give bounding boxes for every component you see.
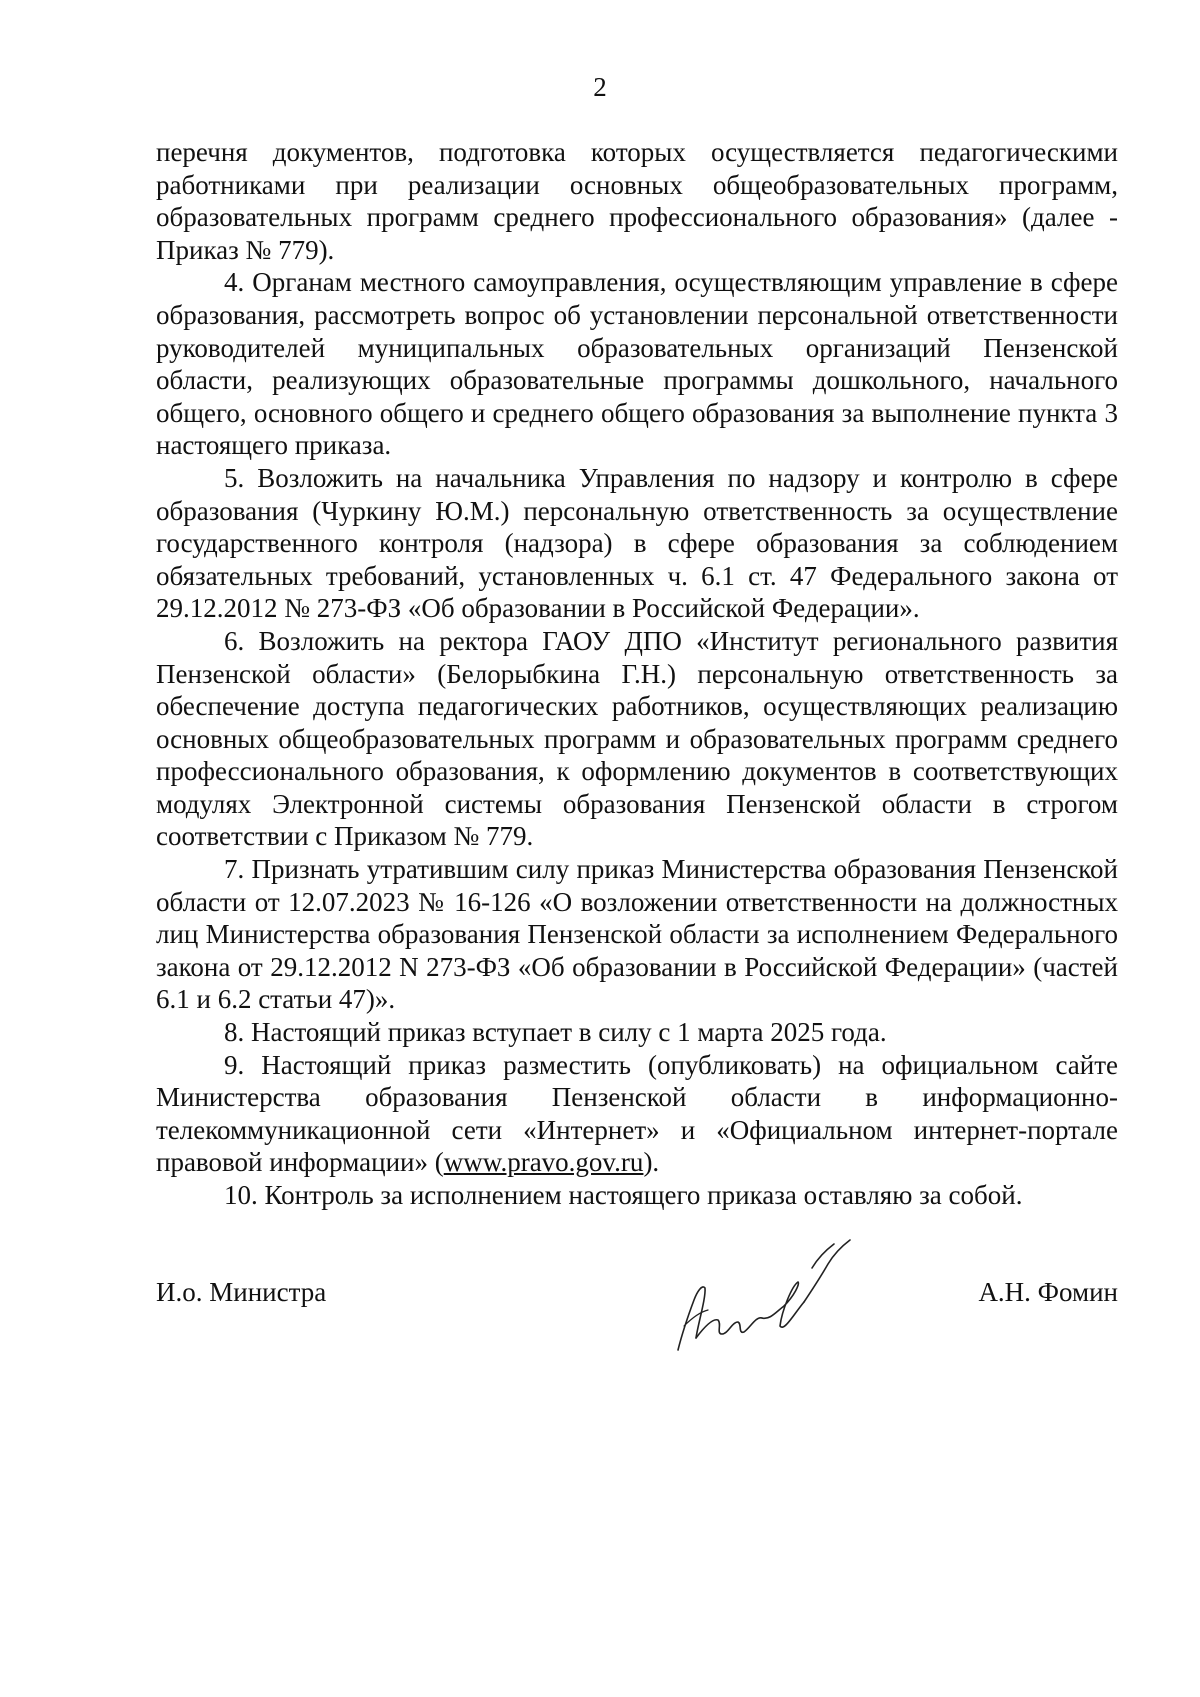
paragraph-7: 7. Признать утратившим силу приказ Министерства образования Пензенской области от 12.07.2023 № 16-126 «О возложении ответственности на должностных лиц Министерства образования Пензенской области за исполнением Федерального закона от 29.12.2012 N 273-ФЗ «Об образовании в Российской Федерации» (частей 6.1 и 6.2 статьи 47)». bbox=[156, 854, 1118, 1015]
paragraph-10: 10. Контроль за исполнением настоящего приказа оставляю за собой. bbox=[224, 1180, 1023, 1210]
page-number: 2 bbox=[593, 72, 607, 102]
signatory-position: И.о. Министра bbox=[156, 1277, 327, 1307]
document-body bbox=[156, 136, 1118, 1212]
paragraph-6: 6. Возложить на ректора ГАОУ ДПО «Институт регионального развития Пензенской области» (Белорыбкина Г.Н.) персональную ответственность за обеспечение доступа педагогических работников, осуществляющих реализацию основных общеобразовательных программ и образовательных программ среднего профессионального образования, к оформлению документов в соответствующих модулях Электронной системы образования Пензенской области в строгом соответствии с Приказом № 779. bbox=[156, 625, 1118, 852]
signatory-name: А.Н. Фомин bbox=[978, 1277, 1118, 1307]
handwritten-signature bbox=[672, 1238, 862, 1358]
paragraph-9-text: 9. Настоящий приказ разместить (опубликовать) на официальном сайте Министерства образования Пензенской области в информационно-телекоммуникационной сети «Интернет» и «Официальном интернет-портале правовой информации» ( bbox=[156, 1049, 1118, 1178]
paragraph-9-end: ). bbox=[643, 1147, 660, 1178]
pravo-gov-link[interactable]: www.pravo.gov.ru bbox=[443, 1147, 644, 1178]
paragraph-5: 5. Возложить на начальника Управления по надзору и контролю в сфере образования (Чуркину Ю.М.) персональную ответственность за осуществление государственного контроля (надзора) в сфере образования за соблюдением обязательных требований, установленных ч. 6.1 ст. 47 Федерального закона от 29.12.2012 № 273-ФЗ «Об образовании в Российской Федерации». bbox=[156, 462, 1118, 624]
paragraph-continuation: перечня документов, подготовка которых осуществляется педагогическими работниками при реализации основных общеобразовательных программ, образовательных программ среднего профессионального образования» (далее - Приказ № 779). bbox=[156, 137, 1118, 265]
paragraph-9 bbox=[156, 1049, 1118, 1179]
paragraph-8: 8. Настоящий приказ вступает в силу с 1 марта 2025 года. bbox=[224, 1017, 887, 1048]
paragraph-4: 4. Органам местного самоуправления, осуществляющим управление в сфере образования, рассмотреть вопрос об установлении персональной ответственности руководителей муниципальных образовательных организаций Пензенской области, реализующих образовательные программы дошкольного, начального общего, основного общего и среднего общего образования за выполнение пункта 3 настоящего приказа. bbox=[156, 267, 1118, 461]
